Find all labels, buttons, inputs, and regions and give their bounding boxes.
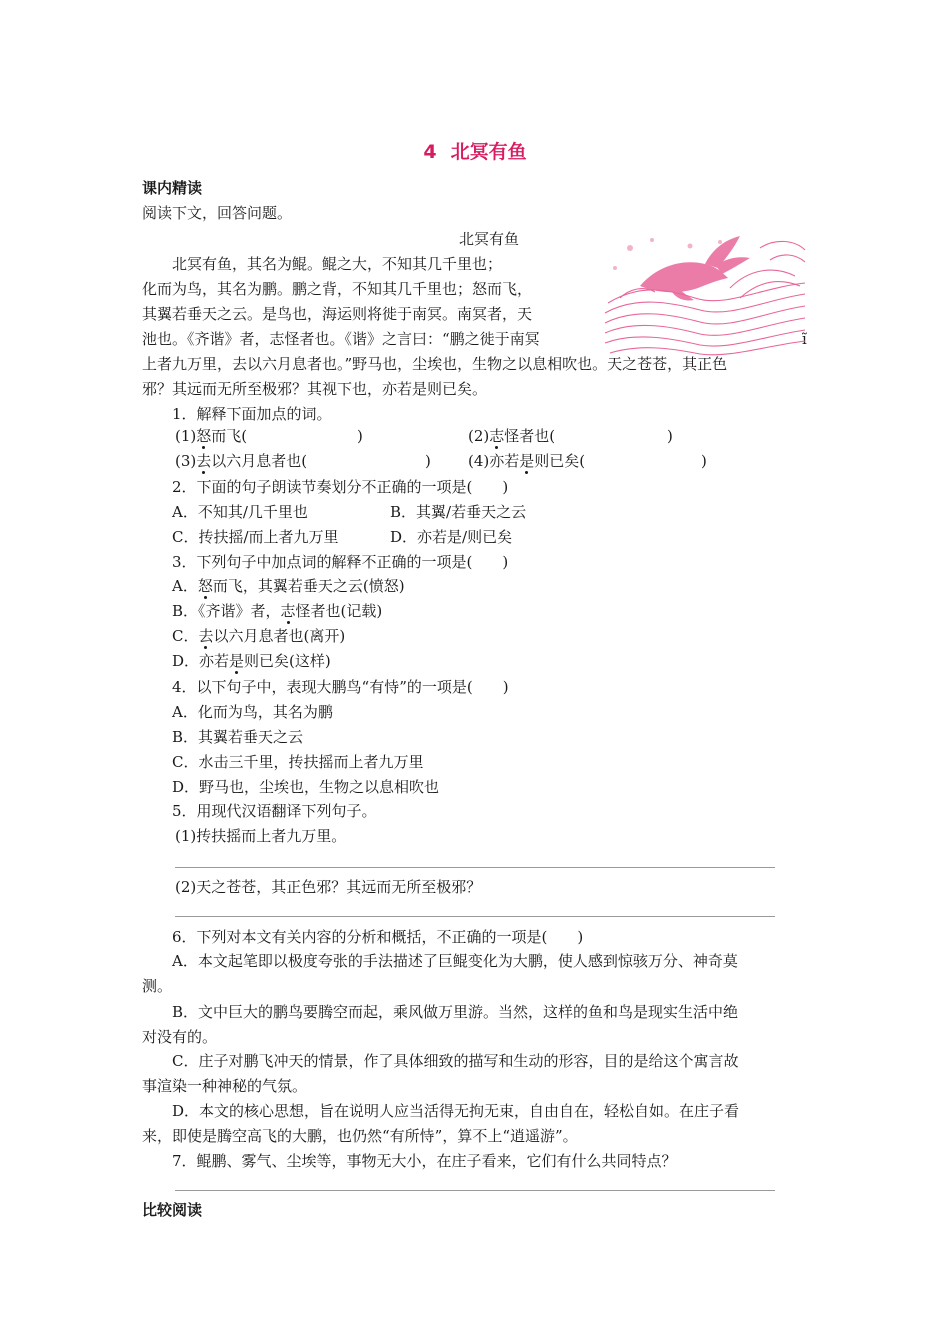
passage-cut-glyph: ĩ [802,330,807,348]
q7-stem: 7．鲲鹏、雾气、尘埃等，事物无大小，在庄子看来，它们有什么共同特点？ [172,1152,677,1170]
q6-option-line: B．文中巨大的鹏鸟要腾空而起，乘风做万里游。当然，这样的鱼和鸟是现实生活中绝 [172,1003,739,1021]
answer-line[interactable] [175,916,775,917]
q1-item-2-answer-close: ) [667,427,673,445]
q1-item-3: (3)去以六月息者也( [175,452,308,470]
answer-line[interactable] [175,867,775,868]
q6-option-line: D．本文的核心思想，旨在说明人应当活得无拘无束，自由自在，轻松自如。在庄子看 [172,1102,740,1120]
lesson-number: 4 [423,141,437,163]
q6-option-line: A．本文起笔即以极度夸张的手法描述了巨鲲变化为大鹏，使人感到惊骇万分、神奇莫 [172,952,738,970]
q6-stem: 6．下列对本文有关内容的分析和概括，不正确的一项是( ) [172,928,584,946]
section-heading-close-reading: 课内精读 [142,179,203,197]
passage-line: 上者九万里，去以六月息者也。”野马也，尘埃也，生物之以息相吹也。天之苍苍，其正色 [142,355,728,373]
q3-option-c: C．去以六月息者也(离开) [172,627,346,645]
q2-option-a: A．不知其/几千里也 [172,503,308,521]
q4-option-b: B．其翼若垂天之云 [172,728,304,746]
lesson-title: 北冥有鱼 [450,141,527,163]
q5-sub-1: (1)抟扶摇而上者九万里。 [175,827,347,845]
q3-option-a: A．怒而飞，其翼若垂天之云(愤怒) [172,577,405,595]
q6-option-line: 测。 [142,977,173,995]
q4-option-c: C．水击三千里，抟扶摇而上者九万里 [172,753,424,771]
q1-item-4-answer-close: ) [701,452,707,470]
section-heading-comparative-reading: 比较阅读 [142,1201,203,1219]
q4-stem: 4．以下句子中，表现大鹏鸟“有恃”的一项是( ) [172,678,509,696]
q2-option-b: B．其翼/若垂天之云 [390,503,527,521]
q3-option-b: B．《齐谐》者，志怪者也(记载) [172,602,383,620]
passage-title: 北冥有鱼 [459,230,520,248]
passage-line: 池也。《齐谐》者，志怪者也。《谐》之言曰：“鹏之徙于南冥 [142,330,540,348]
q1-item-4: (4)亦若是则已矣( [468,452,586,470]
q2-option-c: C．抟扶摇/而上者九万里 [172,528,339,546]
q1-item-1-answer-close: ) [357,427,363,445]
q1-item-1: (1)怒而飞( [175,427,248,445]
q3-stem: 3．下列句子中加点词的解释不正确的一项是( ) [172,553,509,571]
q1-item-3-answer-close: ) [425,452,431,470]
q6-option-line: 对没有的。 [142,1028,218,1046]
passage-line: 其翼若垂天之云。是鸟也，海运则将徙于南冥。南冥者，天 [142,305,533,323]
q1-stem: 1．解释下面加点的词。 [172,405,332,423]
instruction: 阅读下文，回答问题。 [142,204,293,222]
q5-sub-2: (2)天之苍苍，其正色邪？其远而无所至极邪？ [175,878,482,896]
q4-option-a: A．化而为鸟，其名为鹏 [172,703,333,721]
q1-item-2: (2)志怪者也( [468,427,556,445]
q4-option-d: D．野马也，尘埃也，生物之以息相吹也 [172,778,440,796]
q2-option-d: D．亦若是/则已矣 [390,528,513,546]
whale-waves-illustration-icon [600,228,810,358]
passage-line: 化而为鸟，其名为鹏。鹏之背，不知其几千里也；怒而飞， [142,280,533,298]
q5-stem: 5．用现代汉语翻译下列句子。 [172,802,377,820]
passage-line: 北冥有鱼，其名为鲲。鲲之大，不知其几千里也； [172,255,503,273]
passage-line: 邪？其远而无所至极邪？其视下也，亦若是则已矣。 [142,380,488,398]
q6-option-line: 事渲染一种神秘的气氛。 [142,1077,308,1095]
q3-option-d: D．亦若是则已矣(这样) [172,652,331,670]
q6-option-line: 来，即使是腾空高飞的大鹏，也仍然“有所恃”，算不上“逍遥游”。 [142,1127,578,1145]
answer-line[interactable] [175,1190,775,1191]
q2-stem: 2．下面的句子朗读节奏划分不正确的一项是( ) [172,478,509,496]
page-title [0,140,950,164]
q6-option-line: C．庄子对鹏飞冲天的情景，作了具体细致的描写和生动的形容，目的是给这个寓言故 [172,1052,739,1070]
